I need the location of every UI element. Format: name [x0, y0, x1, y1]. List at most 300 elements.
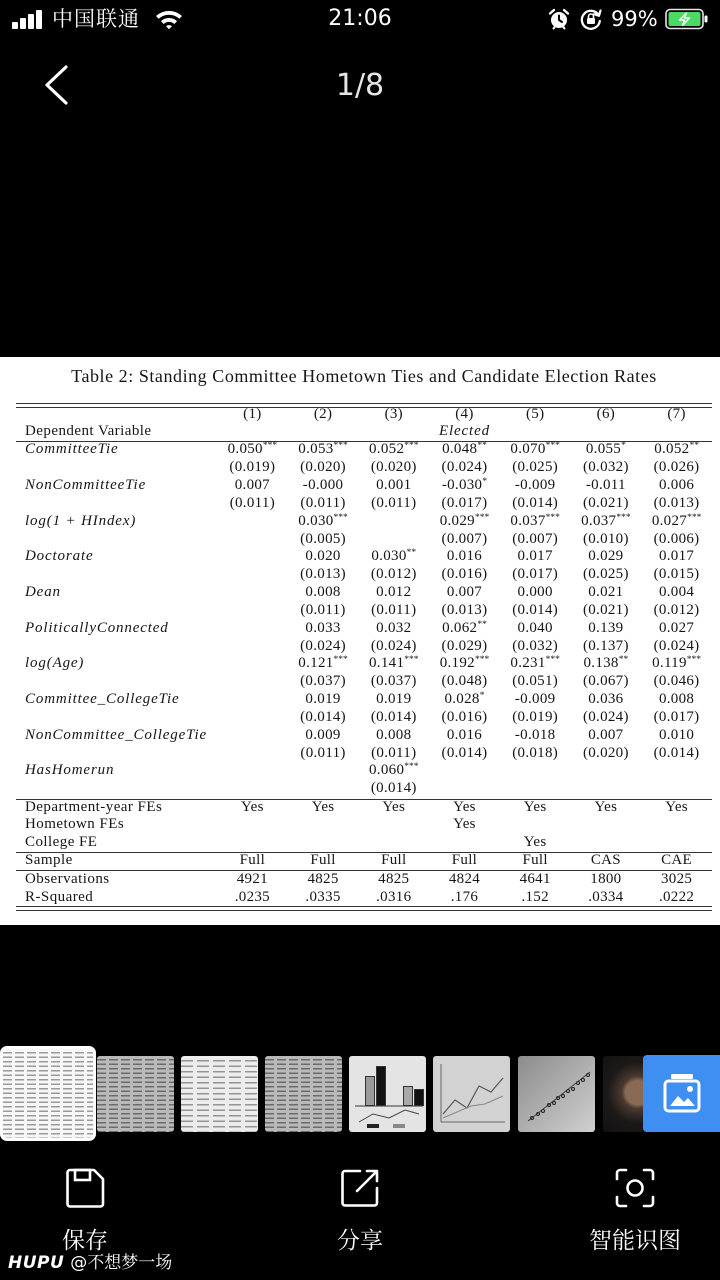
- image-gallery-icon: [661, 1071, 703, 1117]
- empty-cell: [217, 638, 288, 656]
- standard-error-row: [16, 602, 712, 620]
- thumbnail-line-plot: [433, 1056, 510, 1132]
- standard-error-cell: (0.137): [582, 637, 629, 654]
- significance-stars: **: [406, 548, 417, 559]
- standard-error-cell: (0.025): [512, 459, 559, 476]
- standard-error-cell: (0.026): [653, 459, 700, 476]
- column-header: (1): [243, 405, 262, 422]
- empty-cell: [217, 655, 288, 673]
- sample-row: [16, 852, 712, 870]
- standard-error-cell: (0.051): [512, 673, 559, 690]
- standard-error-cell: (0.019): [229, 459, 276, 476]
- table-cell: .152: [521, 888, 549, 905]
- coefficient-cell: 0.016: [446, 726, 483, 743]
- significance-stars: ***: [545, 441, 560, 452]
- coefficient-cell: -0.009: [514, 476, 556, 493]
- row-label: [16, 495, 217, 513]
- table-cell: Yes: [594, 798, 618, 815]
- signal-bar: [20, 18, 26, 29]
- empty-cell: [217, 673, 288, 691]
- watermark-user: @不想梦一场: [70, 1253, 173, 1273]
- empty-cell: [217, 566, 288, 584]
- table-cell: .0222: [658, 888, 695, 905]
- significance-stars: ***: [262, 441, 278, 452]
- coefficient-cell: 0.028*: [444, 691, 485, 708]
- significance-stars: **: [477, 619, 487, 630]
- status-bar: [0, 0, 720, 40]
- empty-cell: [571, 780, 642, 798]
- empty-cell: [217, 513, 288, 531]
- standard-error-cell: (0.046): [653, 673, 700, 690]
- row-label: [16, 745, 217, 763]
- table-cell: 4825: [378, 871, 410, 887]
- thumbnail-1[interactable]: [0, 1046, 96, 1141]
- coefficient-cell: 0.192***: [439, 655, 490, 672]
- watermark-brand: HUPU: [8, 1253, 65, 1273]
- table-cell: Yes: [240, 798, 264, 815]
- table-cell: Full: [310, 852, 336, 869]
- standard-error-row: [16, 745, 712, 763]
- thumbnail-6[interactable]: [433, 1056, 510, 1132]
- clock: 21:06: [328, 6, 392, 31]
- dependent-variable-row: [16, 423, 712, 441]
- table-cell: Yes: [453, 798, 476, 815]
- empty-cell: [217, 602, 288, 620]
- battery-percent: 99%: [611, 7, 658, 31]
- fixed-effect-row: [16, 799, 712, 817]
- gallery-button[interactable]: [643, 1055, 720, 1132]
- standard-error-row: [16, 566, 712, 584]
- empty-cell: [429, 780, 500, 798]
- standard-error-cell: (0.037): [300, 673, 346, 690]
- empty-cell: [641, 423, 712, 441]
- coefficient-cell: 0.040: [517, 619, 553, 636]
- table-cell: .176: [450, 888, 479, 905]
- signal-bar: [36, 10, 42, 29]
- standard-error-cell: (0.013): [300, 566, 346, 583]
- table-cell: 4641: [519, 871, 551, 887]
- table-cell: .0316: [376, 888, 412, 905]
- row-label: Department-year FEs: [25, 798, 163, 815]
- table-cell: Full: [522, 852, 548, 869]
- statistic-row: [16, 889, 712, 907]
- standard-error-cell: (0.017): [512, 566, 559, 583]
- standard-error-cell: (0.013): [441, 601, 488, 618]
- table-cell: .0334: [588, 888, 624, 905]
- coefficient-cell: 0.053***: [298, 441, 348, 458]
- table-cell: Yes: [382, 798, 406, 815]
- standard-error-cell: (0.020): [582, 744, 629, 761]
- coefficient-cell: 0.121***: [298, 655, 348, 672]
- back-chevron-icon[interactable]: [40, 62, 74, 108]
- coefficient-cell: 0.017: [658, 548, 695, 565]
- coefficient-cell: 0.141***: [369, 655, 419, 672]
- table-cell: 3025: [660, 871, 693, 887]
- share-button[interactable]: [290, 1160, 430, 1260]
- table-cell: 4921: [236, 871, 268, 887]
- significance-stars: *: [479, 691, 485, 702]
- standard-error-cell: (0.021): [582, 601, 629, 618]
- standard-error-cell: (0.014): [370, 708, 417, 725]
- coefficient-cell: 0.029: [588, 548, 624, 565]
- empty-cell: [500, 423, 571, 441]
- dependent-variable-label: Dependent Variable: [25, 423, 152, 440]
- coefficient-cell: 0.008: [658, 691, 695, 708]
- table-cell: .0235: [234, 888, 270, 905]
- coefficient-row: [16, 655, 712, 673]
- coefficient-cell: 0.010: [658, 726, 695, 743]
- significance-stars: ***: [687, 512, 702, 523]
- standard-error-cell: (0.011): [300, 601, 346, 618]
- signal-icon: [12, 10, 44, 29]
- coefficient-cell: -0.018: [514, 726, 556, 743]
- table-bottom-rule: [16, 906, 712, 911]
- column-header: (4): [455, 405, 474, 422]
- page-counter: 1/8: [335, 68, 385, 103]
- standard-error-cell: (0.032): [512, 637, 559, 654]
- table-cell: CAE: [661, 852, 693, 869]
- row-label: NonCommittee_CollegeTie: [25, 726, 208, 743]
- coefficient-cell: 0.008: [376, 726, 412, 743]
- standard-error-cell: (0.024): [441, 459, 488, 476]
- empty-cell: [571, 834, 642, 852]
- empty-cell: [571, 762, 642, 780]
- significance-stars: **: [618, 655, 629, 666]
- thumbnail-2[interactable]: [97, 1056, 174, 1132]
- coefficient-cell: 0.021: [588, 584, 624, 601]
- empty-cell: [217, 816, 288, 834]
- standard-error-cell: (0.011): [371, 601, 417, 618]
- coefficient-cell: 0.000: [517, 584, 553, 601]
- empty-cell: [571, 816, 642, 834]
- thumbnail-5[interactable]: [349, 1056, 426, 1132]
- coefficient-rows: [16, 441, 712, 798]
- significance-stars: ***: [404, 762, 419, 773]
- table-header: [16, 406, 712, 442]
- empty-cell: [641, 762, 712, 780]
- smart-recognize-button[interactable]: [565, 1160, 705, 1260]
- standard-error-cell: (0.015): [653, 566, 700, 583]
- row-label: log(1 + HIndex): [25, 512, 137, 529]
- significance-stars: **: [689, 441, 699, 452]
- standard-error-cell: (0.011): [300, 494, 346, 511]
- empty-cell: [641, 780, 712, 798]
- share-icon: [338, 1166, 382, 1210]
- standard-error-cell: (0.010): [582, 530, 629, 547]
- coefficient-cell: 0.070***: [510, 441, 560, 458]
- row-label: PoliticallyConnected: [25, 619, 169, 636]
- significance-stars: ***: [474, 655, 490, 666]
- empty-cell: [217, 762, 288, 780]
- coefficient-cell: 0.050***: [227, 441, 278, 458]
- coefficient-cell: 0.029***: [439, 512, 490, 529]
- thumbnail-3[interactable]: [181, 1056, 258, 1132]
- standard-error-row: [16, 531, 712, 549]
- coefficient-row: [16, 620, 712, 638]
- empty-cell: [288, 423, 359, 441]
- row-label: College FE: [25, 834, 98, 851]
- table-cell: Full: [239, 852, 266, 869]
- battery-charging-icon: [665, 8, 709, 30]
- save-label: 保存: [62, 1228, 108, 1254]
- coefficient-row: [16, 441, 712, 459]
- significance-stars: ***: [333, 512, 348, 523]
- table-cell: Full: [451, 852, 478, 869]
- row-label: NonCommitteeTie: [25, 476, 147, 493]
- empty-cell: [358, 513, 429, 531]
- row-label: [16, 566, 217, 584]
- coefficient-cell: 0.231***: [510, 655, 560, 672]
- standard-error-cell: (0.024): [582, 708, 629, 725]
- thumbnail-plot-lines: [349, 1056, 426, 1132]
- empty-cell: [288, 816, 359, 834]
- empty-cell: [500, 816, 571, 834]
- standard-error-cell: (0.014): [512, 494, 559, 511]
- row-label: Committee_CollegeTie: [25, 691, 180, 708]
- save-button[interactable]: [15, 1160, 155, 1260]
- significance-stars: ***: [545, 512, 560, 523]
- coefficient-cell: 0.004: [658, 584, 695, 601]
- significance-stars: *: [621, 441, 626, 452]
- empty-cell: [16, 406, 217, 424]
- rotation-lock-icon: [579, 7, 603, 31]
- significance-stars: ***: [474, 512, 490, 523]
- thumbnail-scatter-plot: [518, 1056, 595, 1132]
- empty-cell: [217, 745, 288, 763]
- standard-error-cell: (0.037): [370, 673, 417, 690]
- standard-error-cell: (0.024): [370, 637, 417, 654]
- coefficient-cell: 0.008: [305, 584, 341, 601]
- standard-error-row: [16, 495, 712, 513]
- row-label: Doctorate: [25, 548, 94, 565]
- standard-error-cell: (0.014): [300, 708, 346, 725]
- coefficient-cell: -0.000: [302, 476, 344, 493]
- fixed-effect-row: [16, 834, 712, 852]
- empty-cell: [288, 780, 359, 798]
- significance-stars: **: [477, 441, 487, 452]
- row-label: Observations: [25, 871, 110, 887]
- empty-cell: [288, 834, 359, 852]
- document-image[interactable]: [0, 357, 720, 925]
- coefficient-cell: 0.019: [376, 691, 412, 708]
- coefficient-cell: 0.033: [305, 619, 341, 636]
- empty-cell: [571, 423, 642, 441]
- coefficient-cell: 0.027: [658, 619, 695, 636]
- fixed-effect-row: [16, 816, 712, 834]
- standard-error-cell: (0.007): [441, 530, 488, 547]
- coefficient-cell: 0.030***: [298, 512, 348, 529]
- table-cell: .0335: [305, 888, 341, 905]
- empty-cell: [641, 834, 712, 852]
- standard-error-cell: (0.021): [582, 494, 629, 511]
- coefficient-cell: 0.017: [517, 548, 553, 565]
- empty-cell: [358, 834, 429, 852]
- signal-bar: [12, 22, 18, 29]
- empty-cell: [288, 762, 359, 780]
- coefficient-cell: 0.036: [588, 691, 624, 708]
- standard-error-row: [16, 673, 712, 691]
- coefficient-cell: -0.030*: [441, 476, 488, 493]
- row-label: R-Squared: [25, 888, 94, 905]
- significance-stars: ***: [616, 512, 631, 523]
- row-label: [16, 531, 217, 549]
- coefficient-cell: 0.138**: [583, 655, 629, 672]
- coefficient-cell: -0.009: [514, 691, 556, 708]
- coefficient-cell: 0.055*: [585, 441, 626, 458]
- row-label: [16, 459, 217, 477]
- column-numbers-row: [16, 406, 712, 424]
- coefficient-cell: 0.016: [446, 548, 483, 565]
- standard-error-cell: (0.020): [370, 459, 417, 476]
- empty-cell: [358, 423, 429, 441]
- coefficient-row: [16, 477, 712, 495]
- thumbnail-7[interactable]: [518, 1056, 595, 1132]
- table-cell: 4825: [307, 871, 339, 887]
- standard-error-cell: (0.012): [370, 566, 417, 583]
- coefficient-cell: 0.052**: [654, 441, 699, 458]
- empty-cell: [217, 709, 288, 727]
- statistics-rows: [16, 871, 712, 907]
- empty-cell: [358, 531, 429, 549]
- standard-error-cell: (0.011): [371, 494, 417, 511]
- coefficient-row: [16, 727, 712, 745]
- empty-cell: [217, 780, 288, 798]
- standard-error-cell: (0.006): [653, 530, 700, 547]
- thumbnail-4[interactable]: [265, 1056, 342, 1132]
- coefficient-cell: 0.009: [305, 726, 341, 743]
- coefficient-cell: 0.119***: [652, 655, 702, 672]
- row-label: log(Age): [25, 655, 85, 672]
- standard-error-cell: (0.016): [441, 708, 488, 725]
- table-cell: CAS: [590, 852, 621, 869]
- coefficient-row: [16, 548, 712, 566]
- standard-error-cell: (0.024): [300, 637, 346, 654]
- row-label: Sample: [25, 852, 73, 869]
- standard-error-cell: (0.024): [653, 637, 700, 654]
- significance-stars: ***: [404, 441, 419, 452]
- empty-cell: [217, 834, 288, 852]
- coefficient-cell: 0.006: [658, 476, 695, 493]
- coefficient-cell: 0.007: [446, 584, 483, 601]
- row-label: [16, 709, 217, 727]
- coefficient-cell: 0.139: [588, 619, 624, 636]
- coefficient-cell: 0.052***: [369, 441, 419, 458]
- empty-cell: [358, 816, 429, 834]
- significance-stars: ***: [686, 655, 702, 666]
- significance-stars: ***: [404, 655, 419, 666]
- empty-cell: [217, 584, 288, 602]
- dependent-variable-name: Elected: [439, 423, 490, 440]
- standard-error-cell: (0.025): [582, 566, 629, 583]
- coefficient-cell: 0.007: [588, 726, 624, 743]
- significance-stars: ***: [333, 441, 348, 452]
- table-cell: Yes: [665, 798, 688, 815]
- table-cell: Yes: [453, 816, 476, 833]
- row-label: Dean: [25, 584, 61, 601]
- empty-cell: [217, 691, 288, 709]
- save-icon: [63, 1166, 107, 1210]
- sample-row: [16, 852, 712, 870]
- standard-error-cell: (0.017): [653, 708, 700, 725]
- empty-cell: [217, 531, 288, 549]
- standard-error-cell: (0.005): [300, 530, 346, 547]
- watermark: [8, 1251, 172, 1275]
- scan-icon: [613, 1166, 657, 1210]
- standard-error-cell: (0.014): [441, 744, 488, 761]
- standard-error-cell: (0.032): [582, 459, 629, 476]
- coefficient-cell: 0.030**: [371, 548, 417, 565]
- table-cell: 4824: [448, 871, 481, 887]
- row-label: [16, 673, 217, 691]
- empty-cell: [217, 727, 288, 745]
- empty-cell: [217, 620, 288, 638]
- standard-error-cell: (0.014): [370, 780, 417, 797]
- significance-stars: ***: [545, 655, 560, 666]
- standard-error-row: [16, 709, 712, 727]
- coefficient-row: [16, 584, 712, 602]
- standard-error-row: [16, 780, 712, 798]
- standard-error-cell: (0.020): [300, 459, 346, 476]
- standard-error-cell: (0.017): [441, 494, 488, 511]
- empty-cell: [500, 762, 571, 780]
- statistic-row: [16, 871, 712, 889]
- significance-stars: *: [482, 476, 488, 487]
- coefficient-row: [16, 513, 712, 531]
- standard-error-cell: (0.013): [653, 494, 700, 511]
- empty-cell: [641, 816, 712, 834]
- standard-error-cell: (0.011): [300, 744, 346, 761]
- standard-error-row: [16, 459, 712, 477]
- column-header: (7): [667, 405, 686, 422]
- standard-error-row: [16, 638, 712, 656]
- coefficient-cell: 0.020: [305, 548, 341, 565]
- coefficient-row: [16, 691, 712, 709]
- standard-error-cell: (0.011): [371, 744, 417, 761]
- table-cell: Yes: [523, 798, 547, 815]
- table-cell: Yes: [523, 834, 547, 851]
- empty-cell: [217, 423, 288, 441]
- standard-error-cell: (0.019): [512, 708, 559, 725]
- row-label: [16, 780, 217, 798]
- smart-recognize-label: 智能识图: [589, 1228, 681, 1254]
- empty-cell: [429, 762, 500, 780]
- coefficient-cell: 0.032: [376, 619, 412, 636]
- row-label: CommitteeTie: [25, 441, 119, 458]
- standard-error-cell: (0.007): [512, 530, 559, 547]
- coefficient-cell: 0.001: [376, 476, 412, 493]
- carrier-name: 中国联通: [52, 7, 140, 31]
- empty-cell: [217, 548, 288, 566]
- wifi-icon: [155, 9, 183, 30]
- share-label: 分享: [337, 1228, 383, 1254]
- empty-cell: [500, 780, 571, 798]
- coefficient-cell: 0.037***: [581, 512, 631, 529]
- empty-cell: [429, 834, 500, 852]
- coefficient-cell: 0.019: [305, 691, 341, 708]
- coefficient-cell: 0.048**: [442, 441, 487, 458]
- alarm-icon: [547, 7, 571, 31]
- table-cell: 1800: [590, 871, 622, 887]
- table-title: Table 2: Standing Committee Hometown Ties and Candidate Election Rates: [71, 366, 657, 386]
- regression-table: [16, 357, 712, 925]
- standard-error-cell: (0.014): [512, 601, 559, 618]
- row-label: HasHomerun: [25, 762, 115, 779]
- row-label: [16, 602, 217, 620]
- standard-error-cell: (0.012): [653, 601, 700, 618]
- significance-stars: ***: [333, 655, 348, 666]
- column-header: (5): [525, 405, 545, 422]
- signal-bar: [28, 14, 34, 29]
